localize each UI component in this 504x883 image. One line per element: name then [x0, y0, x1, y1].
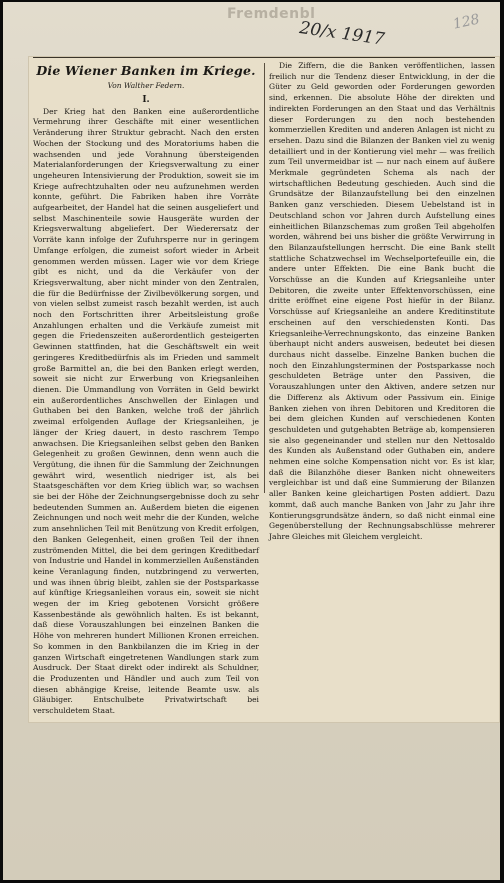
article-byline: Von Walther Federn. — [107, 81, 185, 90]
right-column-text: Die Ziffern, die die Banken veröffentlichen, lassen freilich nur die Tendenz dieser Entwicklung, in der die Güter zu Geld geworden oder Forderungen geworden sind, erkennen. Die absolute Höhe der direkten und indirekten Forderungen an den Staat und das Verhältnis dieser Forderungen zu den noch bestehenden kommerziellen Krediten und anderen Anlagen ist nicht zu ersehen. Dazu sind die Bilanzen der Banken viel zu wenig detailliert und in der Kontierung viel mehr — was freilich zum Teil unvermeidbar ist — nur nach einem auf äußere Merkmale gegründeten Schema als nach der wirtschaftlichen Bedeutung geschieden. Auch sind die Grundsätze der Bilanzaufstellung bei den einzelnen Banken ganz verschieden. Diesem Uebelstand ist in Deutschland schon vor Jahren durch Aufstellung eines einheitlichen Bilanzschemas zum großen Teil abgeholfen worden, während bei uns bisher die größte Verwirrung in den Bilanzaufstellungen herrscht. Die eine Bank stellt stattliche Schatzwechsel im Wechselportefeuille ein, die andere unter Effekten. Die eine Bank bucht die Vorschüsse an die Kunden auf Kriegsanleihe unter Debitoren, die zweite unter Effektenvorschüssen, eine dritte eröffnet eine eigene Post hiefür in der Bilanz. Vorschüsse auf Kriegsanleihe an andere Kreditinstitute erscheinen auf den verschiedensten Konti. Das Kriegsanleihe-Verrechnungskonto, das einzeine Banken überhaupt nicht anders ausweisen, bedeutet bei diesen durchaus nicht dasselbe. Einzelne Banken buchen die noch den Einzahlungsterminen der Postsparkasse noch geschuldeten Beträge unter den Passiven, die Vorauszahlungen unter den Aktiven, andere setzen nur die Differenz als Aktivum oder Passivum ein. Einige Banken ziehen von ihren Debitoren und Kreditoren die bei dem gleichen Kunden auf verschiedenen Konten geschuldeten und gutgehabten Beträge ab, kompensieren sie also gegeneinander und stellen nur den Nettosaldo des Kunden als Außenstand oder Guthaben ein, andere nehmen eine solche Kompensation nicht vor. Es ist klar, daß die Bilanzhöhe dieser Banken nicht ohneweiters vergleichbar ist und daß eine Summierung der Bilanzen aller Banken keine gleichartigen Posten addiert. Dazu kommt, daß auch manche Banken von Jahr zu Jahr ihre Kontierungsgrundsätze ändern, so daß nicht einmal eine Gegenüberstellung der Rechnungsabschlüsse mehrerer Jahre Gleiches mit Gleichem vergleicht. — [269, 61, 495, 541]
archive-sheet — [3, 2, 500, 880]
right-column — [269, 61, 495, 543]
left-column-text: Der Krieg hat den Banken eine außerordentliche Vermehrung ihrer Geschäfte mit einer wesentlichen Veränderung ihrer Struktur gebracht. Nach den ersten Wochen der Stockung und des Moratoriums haben die wachsenden und jede Vorahnung übersteigenden Materialanforderungen der Kriegsverwaltung zu einer ungeheuren Intensivierung der Produktion, soweit sie im Kriege aufrechtzuhalten oder neu aufzunehmen werden konnte, geführt. Die Fabriken haben ihre Vorräte aufgearbeitet, der Handel hat die seinen ausgeliefert und selbst Maschinenteile sowie Hausgeräte wurden der Kriegsverwaltung abgeliefert. Der Wiederersatz der Vorräte kann infolge der Zufuhrsperre nur in geringem Umfange erfolgen, die zumeist sofort wieder in Arbeit genommen werden müssen. Lager wie vor dem Kriege gibt es nicht, und da die Verkäufer von der Kriegsverwaltung, aber nicht minder von den Zentralen, die für die Bedürfnisse der Zivilbevölkerung sorgen, und von vielen selbst zumeist rasch bezahlt werden, ist auch noch den Fortschritten ihrer Arbeitsleistung große Anzahlungen erhalten und die Verkäufe zumeist mit gegen die Friedenszeiten außerordentlich gesteigerten Gewinnen stattfinden, hat die Geschäftswelt ein weit geringeres Kreditbedürfnis als im Frieden und sammelt große Barmittel an, die bei den Banken erlegt werden, soweit sie nicht zur Erwerbung von Kriegsanleihen dienen. Die Ummandlung von Vorräten in Geld bewirkt ein außerordentliches Anschwellen der Einlagen und Guthaben bei den Banken, welche troß der jährlich zweimal erfolgenden Auflage der Kriegsanleihen, je länger der Krieg dauert, in desto raschrem Tempo anwachsen. Die Kriegsanleihen selbst geben den Banken Gelegenheit zu großen Gewinnen, denn wenn auch die Vergütung, die ihnen für die Sammlung der Zeichnungen gewährt wird, wesentlich niedriger ist, als bei Staatsgeschäften vor dem Krieg üblich war, so wachsen sie bei der Höhe der Zeichnungsergebnisse doch zu sehr bedeutenden Summen an. Außerdem bieten die eigenen Zeichnungen und noch weit mehr die der Kunden, welche zum ansehnlichen Teil mit Benützung von Kredit erfolgen, den Banken Gelegenheit, einen großen Teil der ihnen zuströmenden Mittel, die bei dem geringen Kreditbedarf von Industrie und Handel in kommerziellen Außenständen keine Veranlagung finden, nutzbringend zu verwerten, und was ihnen übrig bleibt, zahlen sie der Postsparkasse auf künftige Kriegsanleihen voraus ein, soweit sie nicht wegen der im Krieg gebotenen Vorsicht größere Kassenbestände als gewöhnlich halten. Es ist bekannt, daß diese Vorauszahlungen bei einzelnen Banken die Höhe von mehreren hundert Millionen Kronen erreichen. So kommen in den Bankbilanzen die im Krieg in der ganzen Wirtschaft eingetretenen Wandlungen stark zum Ausdruck. Der Staat direkt oder indirekt als Schuldner, die Produzenten und Händler und auch zum Teil von diesen abhängige Kreise, leitende Beamte usw. als Gläubiger. Entschulbete Privatwirtschaft bei verschuldetem Staat. — [33, 106, 259, 716]
handwritten-date: 20/x 1917 — [298, 18, 386, 50]
top-rule — [33, 57, 495, 58]
newspaper-stamp: Fremdenbl — [227, 6, 316, 22]
column-divider — [264, 63, 265, 493]
newspaper-clipping — [29, 57, 499, 722]
handwritten-page-number: 128 — [451, 11, 482, 33]
section-number: I. — [142, 94, 150, 105]
article-title: Die Wiener Banken im Kriege. — [36, 63, 256, 78]
left-column — [33, 61, 259, 717]
